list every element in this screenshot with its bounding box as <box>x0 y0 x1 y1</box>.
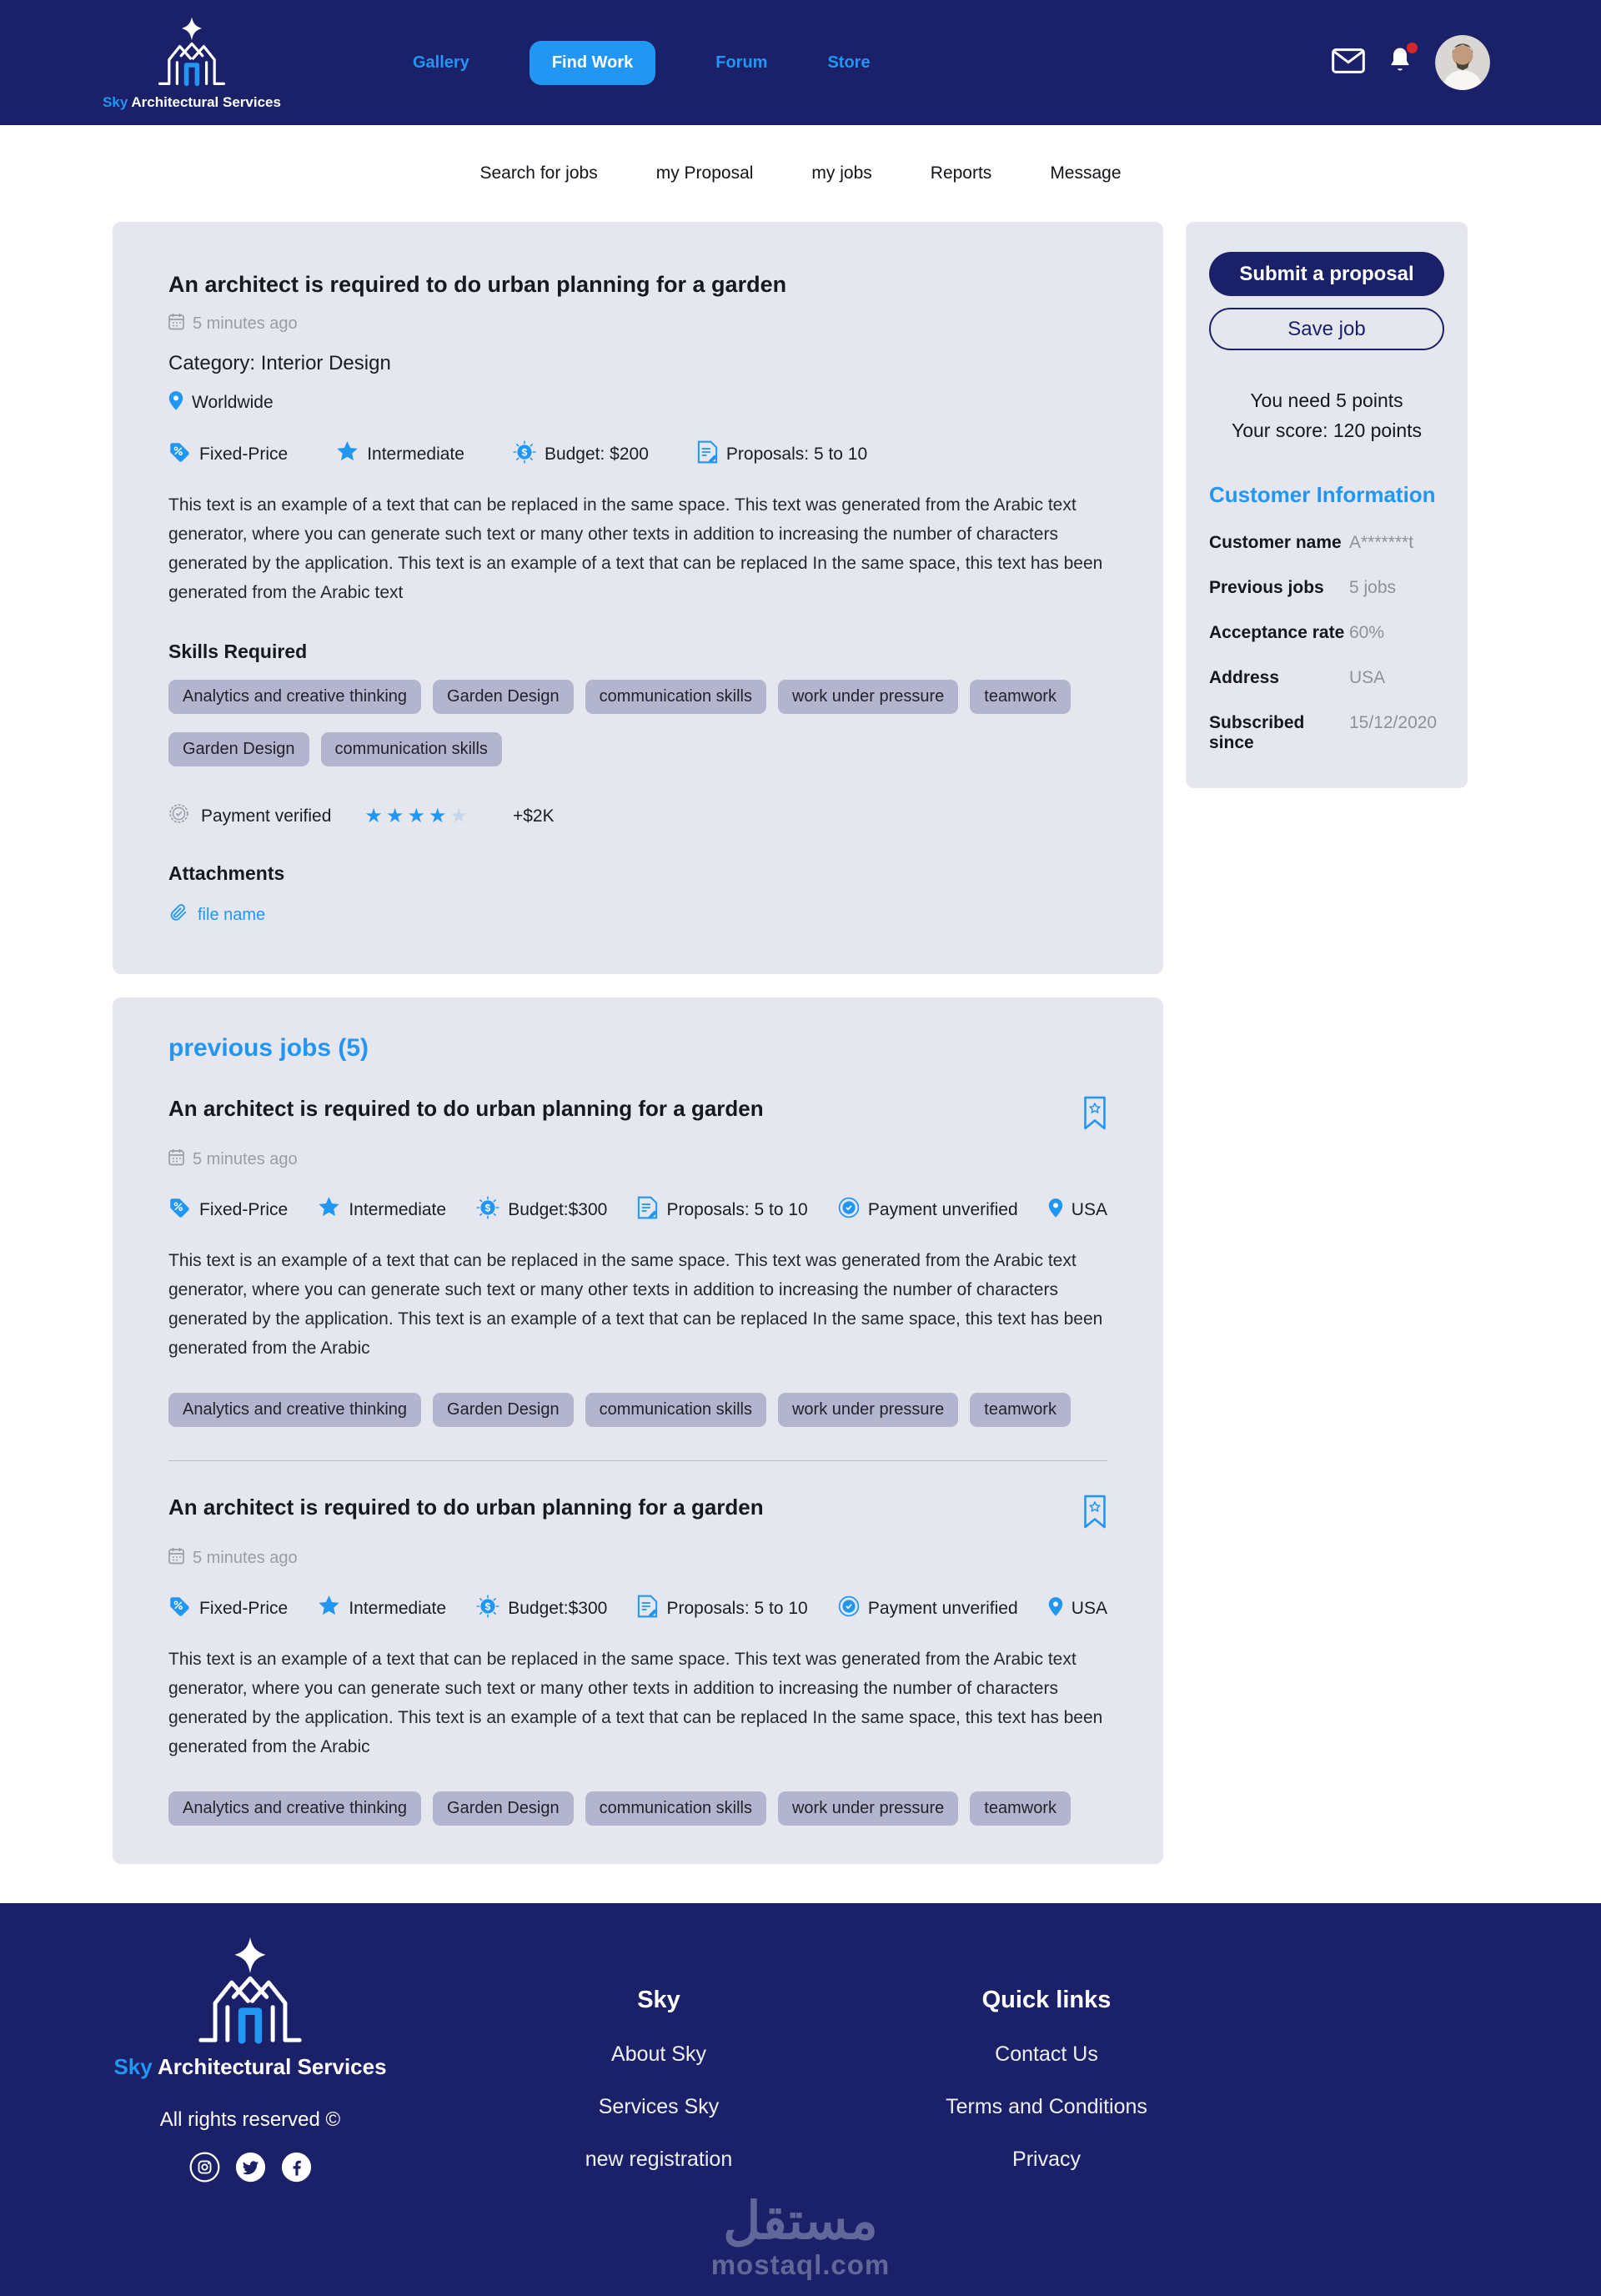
bookmark-icon[interactable] <box>1082 1495 1107 1532</box>
star-icon <box>318 1197 340 1223</box>
badge-location: USA <box>1048 1198 1107 1223</box>
notification-dot <box>1407 43 1418 53</box>
avatar[interactable] <box>1435 35 1490 90</box>
skill-chip: teamwork <box>970 680 1071 714</box>
previous-job-skills <box>168 1791 1107 1826</box>
building-star-logo-icon <box>188 1935 312 2051</box>
mail-icon[interactable] <box>1332 48 1365 78</box>
coin-dollar-icon <box>513 440 536 469</box>
skill-chip: work under pressure <box>778 680 958 714</box>
bell-icon[interactable] <box>1387 46 1413 80</box>
customer-row: Address USA <box>1209 668 1386 687</box>
star-icon <box>364 805 386 827</box>
price-tag-icon <box>168 441 191 469</box>
skill-chip: teamwork <box>970 1791 1071 1826</box>
customer-row: Subscribed since 15/12/2020 <box>1209 713 1438 752</box>
sidebar <box>1186 222 1468 788</box>
skill-chip: work under pressure <box>778 1791 958 1826</box>
skill-chip: Garden Design <box>433 1791 574 1826</box>
skills-required-title: Skills Required <box>168 641 308 662</box>
previous-job-description: This text is an example of a text that can be replaced in the same space. This text was generated from the Arabic text generator, where you can generate such text or many other texts in addition to increasing the number of characters generated by the application. This text is an example of a text that can be replaced In the same space, this text has been generated from the Arabic <box>168 1650 1103 1756</box>
points-score: Your score: 120 points <box>1231 420 1423 441</box>
subnav-my-jobs[interactable]: my jobs <box>811 163 872 183</box>
calendar-icon <box>168 1148 184 1171</box>
svg-text:$: $ <box>484 1202 491 1214</box>
previous-jobs-card <box>113 997 1163 1864</box>
customer-row: Customer name A*******t <box>1209 533 1414 552</box>
paperclip-icon <box>168 903 188 927</box>
badge-proposals: Proposals: 5 to 10 <box>697 440 867 469</box>
document-pencil-icon <box>637 1196 658 1224</box>
badge-location: USA <box>1048 1596 1107 1621</box>
subnav-reports[interactable]: Reports <box>930 163 992 183</box>
footer-column-quick-links <box>871 1987 1222 2172</box>
rating-stars <box>364 806 471 826</box>
footer-link-terms[interactable]: Terms and Conditions <box>946 2095 1147 2118</box>
location-pin-icon <box>1048 1198 1063 1223</box>
footer-link-privacy[interactable]: Privacy <box>1012 2148 1081 2171</box>
badge-fixed-price: Fixed-Price <box>168 1197 288 1224</box>
attachment-link[interactable] <box>168 903 1107 927</box>
attachments-title: Attachments <box>168 862 285 884</box>
job-detail-card <box>113 222 1163 974</box>
badge-proposals: Proposals: 5 to 10 <box>637 1196 807 1224</box>
skill-chip: communication skills <box>321 732 502 766</box>
subnav-search-for-jobs[interactable]: Search for jobs <box>479 163 598 183</box>
previous-job-posted-row <box>168 1547 1107 1570</box>
instagram-icon[interactable] <box>189 2152 220 2187</box>
skill-chip: communication skills <box>585 680 766 714</box>
badge-level: Intermediate <box>318 1595 446 1622</box>
skill-chip: Garden Design <box>433 680 574 714</box>
skill-chip: Analytics and creative thinking <box>168 680 421 714</box>
subnav <box>0 125 1601 222</box>
badge-level: Intermediate <box>336 441 464 468</box>
content <box>0 222 1601 1864</box>
badge-fixed-price: Fixed-Price <box>168 441 288 469</box>
previous-job-skills <box>168 1393 1107 1427</box>
price-tag-icon <box>168 1595 191 1623</box>
document-pencil-icon <box>637 1595 658 1623</box>
social-icons <box>189 2152 312 2187</box>
skills-row-1 <box>168 680 1107 714</box>
previous-job-badges <box>168 1196 1107 1224</box>
skill-chip: Garden Design <box>168 732 309 766</box>
divider <box>168 1460 1107 1461</box>
footer-link-services-sky[interactable]: Services Sky <box>598 2095 720 2118</box>
badge-check-icon <box>838 1197 860 1223</box>
customer-row: Acceptance rate 60% <box>1209 623 1385 642</box>
badge-check-icon <box>838 1595 860 1622</box>
coin-dollar-icon <box>476 1595 499 1623</box>
building-star-logo-icon <box>152 15 232 93</box>
bookmark-icon[interactable] <box>1082 1096 1107 1133</box>
price-tag-icon <box>168 1197 191 1224</box>
customer-row: Previous jobs 5 jobs <box>1209 578 1397 597</box>
svg-text:$: $ <box>484 1600 491 1613</box>
badge-budget: $ Budget:$300 <box>476 1595 607 1623</box>
main-nav <box>413 41 871 85</box>
location-pin-icon <box>1048 1596 1063 1621</box>
main-column <box>113 222 1163 1864</box>
document-pencil-icon <box>697 440 718 469</box>
job-posted-row <box>168 313 1107 335</box>
footer-column-sky <box>484 1987 834 2172</box>
job-description: This text is an example of a text that can be replaced in the same space. This text was generated from the Arabic text generator, where you can generate such text or many other texts in addition to increasing the number of characters generated by the application. This text is an example of a text that can be replaced In the same space, this text has been generated from the Arabic text <box>168 495 1103 602</box>
rights-text: All rights reserved © <box>159 2108 341 2131</box>
previous-job-badges <box>168 1595 1107 1623</box>
previous-job-title: An architect is required to do urban planning for a garden <box>168 1096 764 1121</box>
client-earnings: +$2K <box>512 806 555 826</box>
skill-chip: Analytics and creative thinking <box>168 1393 421 1427</box>
previous-job-posted: 5 minutes ago <box>193 1150 298 1168</box>
nav-gallery[interactable]: Gallery <box>413 53 469 72</box>
footer-column-title: Quick links <box>981 1987 1112 2013</box>
payment-status: Payment verified <box>201 806 332 826</box>
job-location: Worldwide <box>192 393 274 412</box>
payment-verified-row <box>168 803 1107 829</box>
previous-job-posted-row <box>168 1148 1107 1171</box>
footer-link-new-registration[interactable]: new registration <box>585 2148 733 2171</box>
points-info <box>1209 385 1444 445</box>
verified-seal-icon <box>168 803 189 829</box>
previous-job-title: An architect is required to do urban planning for a garden <box>168 1495 764 1520</box>
save-job-button[interactable]: Save job <box>1209 308 1444 350</box>
skill-chip: communication skills <box>585 1393 766 1427</box>
skill-chip: communication skills <box>585 1791 766 1826</box>
customer-information-title: Customer Information <box>1209 482 1436 507</box>
facebook-icon[interactable] <box>281 2152 312 2187</box>
brand-name: Sky Architectural Services <box>103 93 281 110</box>
badge-payment: Payment unverified <box>838 1197 1018 1223</box>
nav-store[interactable]: Store <box>827 53 871 72</box>
footer-brand <box>113 1935 387 2187</box>
previous-job-posted: 5 minutes ago <box>193 1549 298 1567</box>
footer-link-contact-us[interactable]: Contact Us <box>995 2042 1098 2066</box>
job-badges <box>168 440 1107 469</box>
subnav-message[interactable]: Message <box>1050 163 1122 183</box>
header-icons <box>1332 35 1490 90</box>
footer <box>0 1903 1601 2296</box>
star-icon <box>336 441 359 468</box>
job-category: Category: Interior Design <box>168 352 391 374</box>
job-location-row <box>168 390 1107 415</box>
badge-budget: $ Budget: $200 <box>513 440 649 469</box>
star-icon <box>318 1595 340 1622</box>
brand-logo[interactable] <box>103 15 281 111</box>
nav-forum[interactable]: Forum <box>715 53 768 72</box>
job-posted: 5 minutes ago <box>193 314 298 333</box>
skills-row-2 <box>168 732 1107 766</box>
badge-payment: Payment unverified <box>838 1595 1018 1622</box>
footer-column-title: Sky <box>637 1987 680 2013</box>
skill-chip: teamwork <box>970 1393 1071 1427</box>
submit-proposal-button[interactable]: Submit a proposal <box>1209 252 1444 296</box>
badge-level: Intermediate <box>318 1197 446 1223</box>
mostaql-watermark: مستقل mostaql.com <box>710 2193 891 2280</box>
brand-name: Sky Architectural Services <box>113 2054 387 2079</box>
job-title: An architect is required to do urban planning for a garden <box>168 272 787 297</box>
skill-chip: Garden Design <box>433 1393 574 1427</box>
app-header <box>0 0 1601 125</box>
twitter-icon[interactable] <box>235 2152 266 2187</box>
skill-chip: Analytics and creative thinking <box>168 1791 421 1826</box>
nav-find-work[interactable]: Find Work <box>529 41 655 85</box>
subnav-my-proposal[interactable]: my Proposal <box>655 163 754 183</box>
points-needed: You need 5 points <box>1250 389 1403 411</box>
badge-fixed-price: Fixed-Price <box>168 1595 288 1623</box>
badge-budget: $ Budget:$300 <box>476 1196 607 1224</box>
badge-proposals: Proposals: 5 to 10 <box>637 1595 807 1623</box>
calendar-icon <box>168 313 184 335</box>
previous-job-description: This text is an example of a text that can be replaced in the same space. This text was generated from the Arabic text generator, where you can generate such text or many other texts in addition to increasing the number of characters generated by the application. This text is an example of a text that can be replaced In the same space, this text has been generated from the Arabic <box>168 1251 1103 1358</box>
svg-text:$: $ <box>521 446 528 459</box>
star-icon <box>386 805 408 827</box>
attachment-name: file name <box>198 906 266 924</box>
star-icon <box>407 805 429 827</box>
footer-link-about-sky[interactable]: About Sky <box>611 2042 706 2066</box>
star-icon <box>449 805 471 827</box>
star-icon <box>429 805 450 827</box>
previous-jobs-heading: previous jobs (5) <box>168 1034 369 1062</box>
skill-chip: work under pressure <box>778 1393 958 1427</box>
coin-dollar-icon <box>476 1196 499 1224</box>
previous-job-item <box>168 1096 1107 1427</box>
location-pin-icon <box>168 390 183 415</box>
previous-job-item <box>168 1495 1107 1826</box>
calendar-icon <box>168 1547 184 1570</box>
